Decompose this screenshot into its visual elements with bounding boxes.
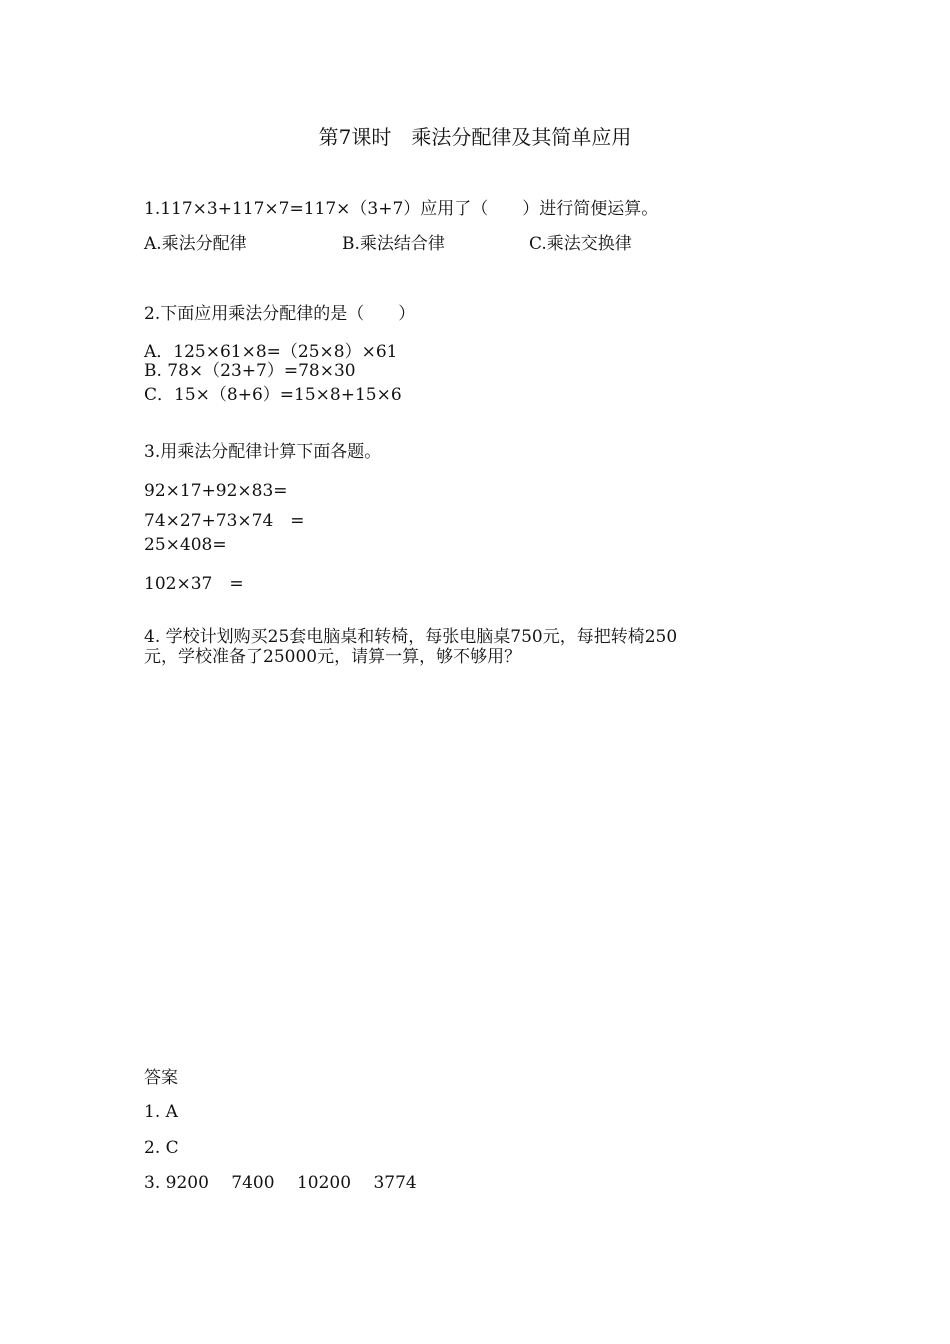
question-3-item: 25×408= [144,535,227,555]
answer-item: 3. 9200 7400 10200 3774 [144,1173,417,1193]
question-2-option-a: A．125×61×8=（25×8）×61 [144,342,398,362]
question-2-option-b: B. 78×（23+7）=78×30 [144,361,356,381]
question-2-option-c: C．15×（8+6）=15×8+15×6 [144,385,402,405]
question-1-stem: 1.117×3+117×7=117×（3+7）应用了（ ）进行简便运算。 [144,199,659,219]
page-title: 第7课时 乘法分配律及其简单应用 [318,125,632,149]
answer-item: 1. A [144,1102,178,1122]
question-4-line-2: 元，学校准备了25000元，请算一算，够不够用？ [144,647,522,667]
question-1-option-c: C.乘法交换律 [529,234,632,254]
question-3-item: 92×17+92×83= [144,481,288,501]
question-2-stem: 2.下面应用乘法分配律的是（ ） [144,304,416,324]
question-1-option-a: A.乘法分配律 [144,234,247,254]
answer-heading: 答案 [144,1068,178,1088]
answer-item: 2. C [144,1138,179,1158]
question-3-stem: 3.用乘法分配律计算下面各题。 [144,442,382,462]
question-3-item: 102×37 = [144,574,244,594]
question-1-option-b: B.乘法结合律 [342,234,445,254]
question-4-line-1: 4. 学校计划购买25套电脑桌和转椅，每张电脑桌750元，每把转椅250 [144,627,678,647]
question-3-item: 74×27+73×74 = [144,511,305,531]
